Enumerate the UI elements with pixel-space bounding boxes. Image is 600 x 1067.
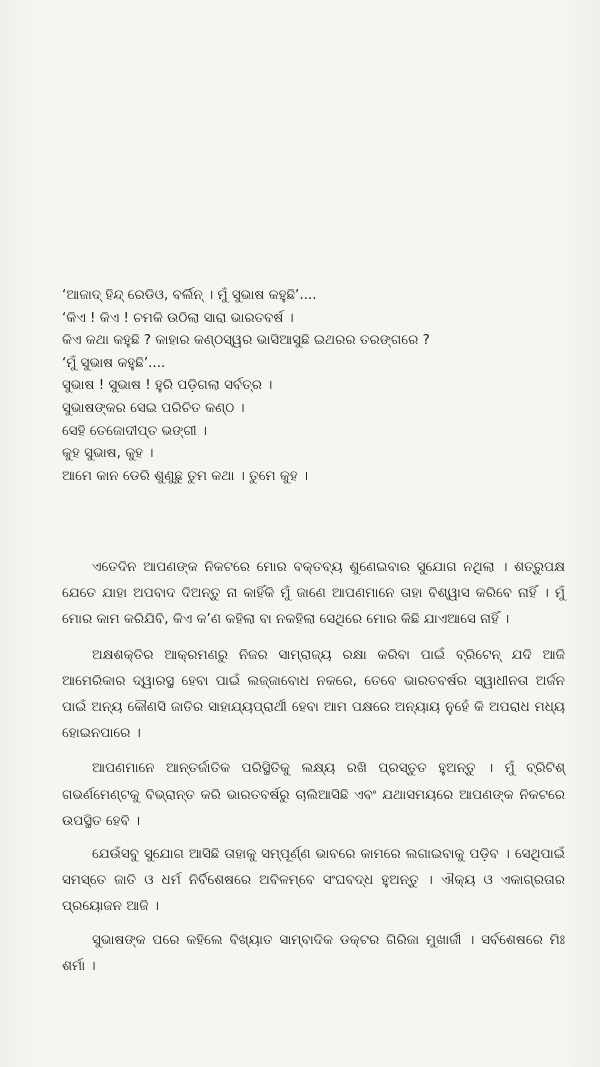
paragraph: ସୁଭାଷଙ୍କ ପରେ କହିଲେ ବିଖ୍ୟାତ ସାମ୍ବାଦିକ ଡକ୍ଟର ଗିରିଜା ମୁଖାର୍ଜୀ । ସର୍ବଶେଷରେ ମିଃ ଶର୍ମା । — [62, 931, 565, 974]
poem-line: ସୁଭାଷ ! ସୁଭାଷ ! ହୁରି ପଡ଼ିଗଲା ସର୍ବତ୍ର । — [62, 377, 273, 394]
poem-line: କିଏ କଥା କହୁଛି ? କାହାର କଣ୍ଠସ୍ୱର ଭାସିଆସୁଛି ଇଥରର ତରଙ୍ଗରେ ? — [62, 332, 430, 349]
paragraph: ଏତେଦିନ ଆପଣଙ୍କ ନିକଟରେ ମୋର ବକ୍ତବ୍ୟ ଶୁଣେଇବାର ସୁଯୋଗ ନଥିଲା । ଶତ୍ରୁପକ୍ଷ ଯେତେ ଯାହା ଅପବାଦ ଦିଅନ୍ତୁ ନା କାହିଁକି ମୁଁ ଜାଣେ ଆପଣମାନେ ତାହା ବିଶ୍ୱାସ କରିବେ ନାହିଁ । ମୁଁ ମୋର କାମ କରିଯିବି, କିଏ କ’ଣ କହିଲା ବା ନକହିଲା ସେଥିରେ ମୋର କିଛି ଯାଏଆସେ ନାହିଁ । — [62, 559, 565, 628]
poem-line: ସୁଭାଷଙ୍କର ସେଇ ପରିଚିତ କଣ୍ଠ । — [62, 399, 245, 416]
paragraph: ଅକ୍ଷଶକ୍ତିର ଆକ୍ରମଣରୁ ନିଜର ସାମ୍ରାଜ୍ୟ ରକ୍ଷା କରିବା ପାଇଁ ବ୍ରିଟେନ୍ ଯଦି ଆଜି ଆମେରିକାର ଦ୍ୱାରସ୍ଥ ହେବା ପାଇଁ ଲଜ୍ଜାବୋଧ ନକରେ, ତେବେ ଭାରତବର୍ଷର ସ୍ୱାଧୀନତା ଅର୍ଜନ ପାଇଁ ଅନ୍ୟ କୌଣସି ଜାତିର ସାହାଯ୍ୟପ୍ରାର୍ଥୀ ହେବା ଆମ ପକ୍ଷରେ ଅନ୍ୟାୟ ନୁହେଁ କି ଅପରାଧ ମଧ୍ୟ ହୋଇନପାରେ । — [62, 646, 565, 742]
paragraph: ଆପଣମାନେ ଆନ୍ତର୍ଜାତିକ ପରିସ୍ଥିତିକୁ ଲକ୍ଷ୍ୟ ରଖି ପ୍ରସ୍ତୁତ ହୁଅନ୍ତୁ । ମୁଁ ବ୍ରିଟିଶ୍ ଗଭର୍ଣମେଣ୍ଟକୁ ବିଭ୍ରାନ୍ତ କରି ଭାରତବର୍ଷରୁ ଚାଲିଆସିଛି ଏବଂ ଯଥାସମୟରେ ଆପଣଙ୍କ ନିକଟରେ ଉପସ୍ଥିତ ହେବି । — [62, 760, 565, 829]
poem-line: ‘ମୁଁ ସୁଭାଷ କହୁଛି’.... — [62, 354, 166, 371]
poem-line: କୁହ ସୁଭାଷ, କୁହ । — [62, 445, 154, 462]
poem-line: ‘କିଏ ! କିଏ ! ଚମକି ଉଠିଲା ସାରା ଭାରତବର୍ଷ । — [62, 309, 294, 326]
speech-text — [62, 554, 565, 986]
paragraph: ଯେଉଁସବୁ ସୁଯୋଗ ଆସିଛି ତାହାକୁ ସମ୍ପୂର୍ଣ୍ଣ ଭାବରେ କାମରେ ଲଗାଇବାକୁ ପଡ଼ିବ । ସେଥିପାଇଁ ସମସ୍ତେ ଜାତି ଓ ଧର୍ମ ନିର୍ବିଶେଷରେ ଅବିଳମ୍ବେ ସଂଘବଦ୍ଧ ହୁଅନ୍ତୁ । ଐକ୍ୟ ଓ ଏକାଗ୍ରତାର ପ୍ରୟୋଜନ ଆଜି । — [62, 846, 565, 915]
poem-line: ଆମେ କାନ ଡେରି ଶୁଣୁଛୁ ତୁମ କଥା । ତୁମେ କୁହ । — [62, 467, 309, 484]
poem-block — [62, 284, 562, 487]
poem-line: ସେହି ତେଜୋଦୀପ୍ତ ଭଙ୍ଗୀ । — [62, 422, 208, 439]
poem-line: ‘ଆଜାଦ୍ ହିନ୍ଦ୍ ରେଡିଓ, ବର୍ଲିନ୍ । ମୁଁ ସୁଭାଷ କହୁଛି’.... — [62, 287, 317, 303]
